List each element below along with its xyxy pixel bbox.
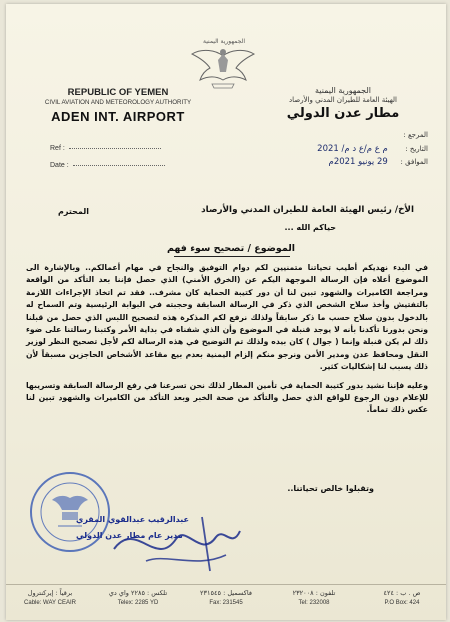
footer-phone-en: Tel: 232008 [298, 600, 330, 606]
official-stamp-icon [28, 470, 112, 554]
airport-name-en: ADEN INT. AIRPORT [51, 109, 185, 124]
letterhead-footer [6, 584, 446, 620]
ar-date-value: م ع م/ع د م/ 2021 [317, 144, 388, 154]
footer-pobox-ar: ص . ب : ٤٢٤ [383, 589, 421, 597]
footer-cable-ar: برقياً : إيركنترول [27, 589, 73, 597]
closing-line: وتقبلوا خالص تحياتنا.. [287, 484, 374, 493]
footer-fax-en: Fax: 231545 [209, 600, 243, 606]
ar-ref-field [258, 131, 428, 139]
footer-phone [274, 589, 354, 606]
country-name-en: REPUBLIC OF YEMEN [67, 87, 169, 98]
subject-line: الموضوع / تصحيح سوء فهم [166, 243, 296, 254]
ref-field [50, 145, 161, 152]
arabic-letterhead [258, 86, 428, 121]
ref-label: Ref : [50, 145, 65, 152]
country-name-ar: الجمهورية اليمنية [314, 86, 371, 95]
letter-body [26, 262, 428, 417]
ar-date-label: التاريخ : [405, 145, 428, 153]
date-line [73, 165, 165, 166]
footer-telex [98, 589, 178, 606]
footer-fax [186, 589, 266, 606]
ar-corr-value: 29 يونيو 2021م [328, 157, 388, 167]
emblem-caption: الجمهورية اليمنية [202, 38, 245, 45]
footer-fax-ar: فاكسميل : ٢٣١٥٤٥ [200, 589, 252, 597]
date-field [50, 162, 165, 169]
paragraph-1: في البدء نهديكم أطيب تحياتنا متمنيين لكم دوام التوفيق والنجاح في مهام أعمالكم.. وبالإشارة الى الموضوع أعلاه فإن الرسالة الموجهة اليكم عن (الخرق الأمني) الذي حصل فإننا بعد التأكد من الواقعة ومراجعة الكاميرات والشهود تبين لنا أن دور كتيبة الحماية كان مشرف.. فقد تم اتخاذ الإجراءات اللازمة بالتفتيش وأخذ سلاح الشخص الذي ذكر في الرسالة السابقة وحجبته في البوابة الرئيسية وتم السماح له بالدخول بدون سلاح حسب ما ذكر سابقاً ولذلك نرفع لكم المذكرة هذه لتصحيح اللبس الذي حصل من قبلنا ونحن بدورنا تأكدنا بأنه لا يوجد قنبلة في الموضوع وأن الذي شفناه في بداية الأمر وكتبنا رسالتنا على ضوء ذلك لم يكن قنبلة وإنما ( جوال ) كان بيده ولذلك تم التوضيح في هذه الرسالة لكم لأجل تصحيح النظر لوزير النقل ومحافظ عدن ومدير الأمن ونرجو منكم إلزام اليمنية بعدم بيع مقاعد الأشخاص الحاجزين مسبقاً لأن ذلك يسبب لنا إشكاليات كثير. [26, 263, 428, 372]
footer-cable [10, 589, 90, 606]
signatory-name: عبدالرقيب عبدالقوي المقري [76, 515, 189, 524]
greeting: حياكم الله ... [284, 223, 336, 232]
ar-corr-label: الموافق : [400, 158, 428, 166]
date-label: Date : [50, 162, 69, 169]
english-letterhead [28, 87, 208, 124]
footer-phone-ar: تلفون : ٢٣٢٠٠٨ [292, 589, 336, 597]
footer-pobox [362, 589, 442, 606]
signatory-title: مدير عام مطار عدن الدولي [76, 531, 183, 540]
footer-pobox-en: P.O Box: 424 [384, 600, 420, 606]
authority-name-ar: الهيئة العامة للطيران المدني والأرصاد [289, 96, 397, 104]
ar-corr-field [258, 157, 428, 167]
airport-name-ar: مطار عدن الدولي [286, 106, 400, 121]
ar-ref-label: المرجع : [403, 131, 428, 139]
ar-date-field [258, 144, 428, 154]
ref-line [69, 148, 161, 149]
addressee: الأخ/ رئيس الهيئة العامة للطيران المدني والأرصاد [201, 205, 414, 215]
paragraph-2: وعليه فإننا نشيد بدور كتيبة الحماية في تأمين المطار لذلك نحن تسرعنا في رفع الرسالة السابقة وتسريبها للإعلام دون الرجوع للواقع الذي حصل والتأكد من صحة الخبر وبعد التأكد من الكاميرات والشهود تبين لنا عكس ذلك تماماً. [26, 380, 428, 415]
footer-cable-en: Cable: WAY CEAIR [24, 600, 76, 606]
footer-telex-en: Telex: 2285 YD [117, 600, 159, 606]
subject-underline [174, 256, 290, 257]
honorific: المحترم [58, 207, 89, 216]
authority-name-en: CIVIL AVIATION AND METEOROLOGY AUTHORITY [44, 99, 192, 106]
letter-page [6, 4, 446, 620]
footer-telex-ar: تلكس : ٢٢٨٥ واي دي [108, 589, 168, 597]
